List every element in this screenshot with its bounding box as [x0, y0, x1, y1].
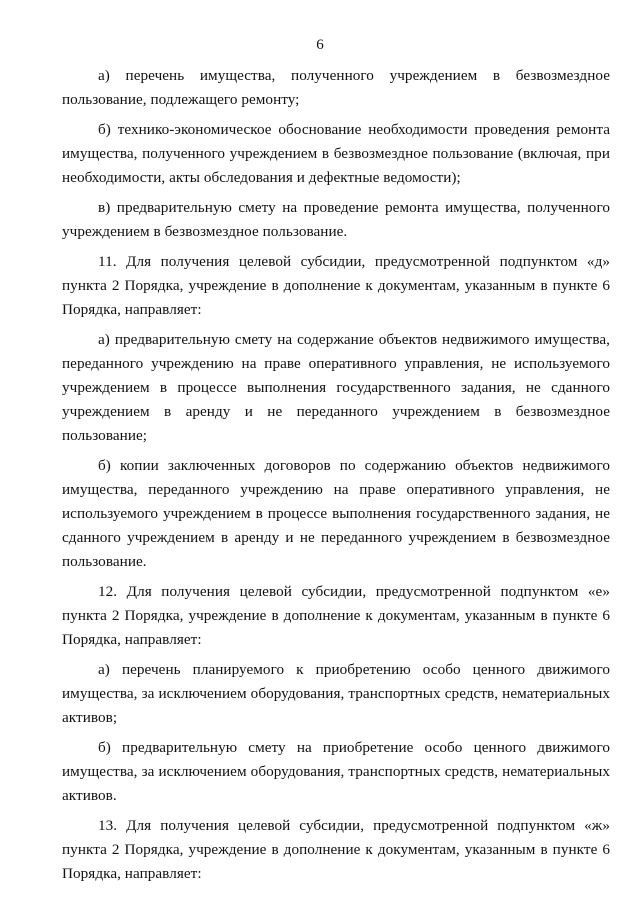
paragraph-item-v-repair-estimate: в) предварительную смету на проведение ремонта имущества, полученного учреждением в безвозмездное пользование.: [62, 199, 610, 240]
paragraph-item-b-maintenance-contracts: б) копии заключенных договоров по содержанию объектов недвижимого имущества, переданного учреждению на праве оперативного управления, не используемого учреждением в процессе выполнения государственного задания, не сданного учреждением в аренду и не переданного учреждением в безвозмездное пользование.: [62, 457, 610, 570]
paragraph-item-a-maintenance-estimate: а) предварительную смету на содержание объектов недвижимого имущества, переданного учреждению на праве оперативного управления, не используемого учреждением в процессе выполнения государственного задания, не сданного учреждением в аренду и не переданного учреждением в безвозмездное пользование;: [62, 331, 610, 444]
paragraph-item-b-feasibility-study: б) технико-экономическое обоснование необходимости проведения ремонта имущества, полученного учреждением в безвозмездное пользование (включая, при необходимости, акты обследования и дефектные ведомости);: [62, 121, 610, 186]
document-body: [62, 64, 610, 892]
paragraph-item-a-repair-list: а) перечень имущества, полученного учреждением в безвозмездное пользование, подлежащего ремонту;: [62, 67, 610, 108]
paragraph-item-b-acquisition-estimate: б) предварительную смету на приобретение особо ценного движимого имущества, за исключением оборудования, транспортных средств, нематериальных активов.: [62, 739, 610, 804]
paragraph-clause-13: 13. Для получения целевой субсидии, предусмотренной подпунктом «ж» пункта 2 Порядка, учреждение в дополнение к документам, указанным в пункте 6 Порядка, направляет:: [62, 817, 610, 882]
paragraph-clause-11: 11. Для получения целевой субсидии, предусмотренной подпунктом «д» пункта 2 Порядка, учреждение в дополнение к документам, указанным в пункте 6 Порядка, направляет:: [62, 253, 610, 318]
paragraph-item-a-acquisition-list: а) перечень планируемого к приобретению особо ценного движимого имущества, за исключением оборудования, транспортных средств, нематериальных активов;: [62, 661, 610, 726]
paragraph-clause-12: 12. Для получения целевой субсидии, предусмотренной подпунктом «е» пункта 2 Порядка, учреждение в дополнение к документам, указанным в пункте 6 Порядка, направляет:: [62, 583, 610, 648]
page-number: 6: [316, 37, 324, 53]
